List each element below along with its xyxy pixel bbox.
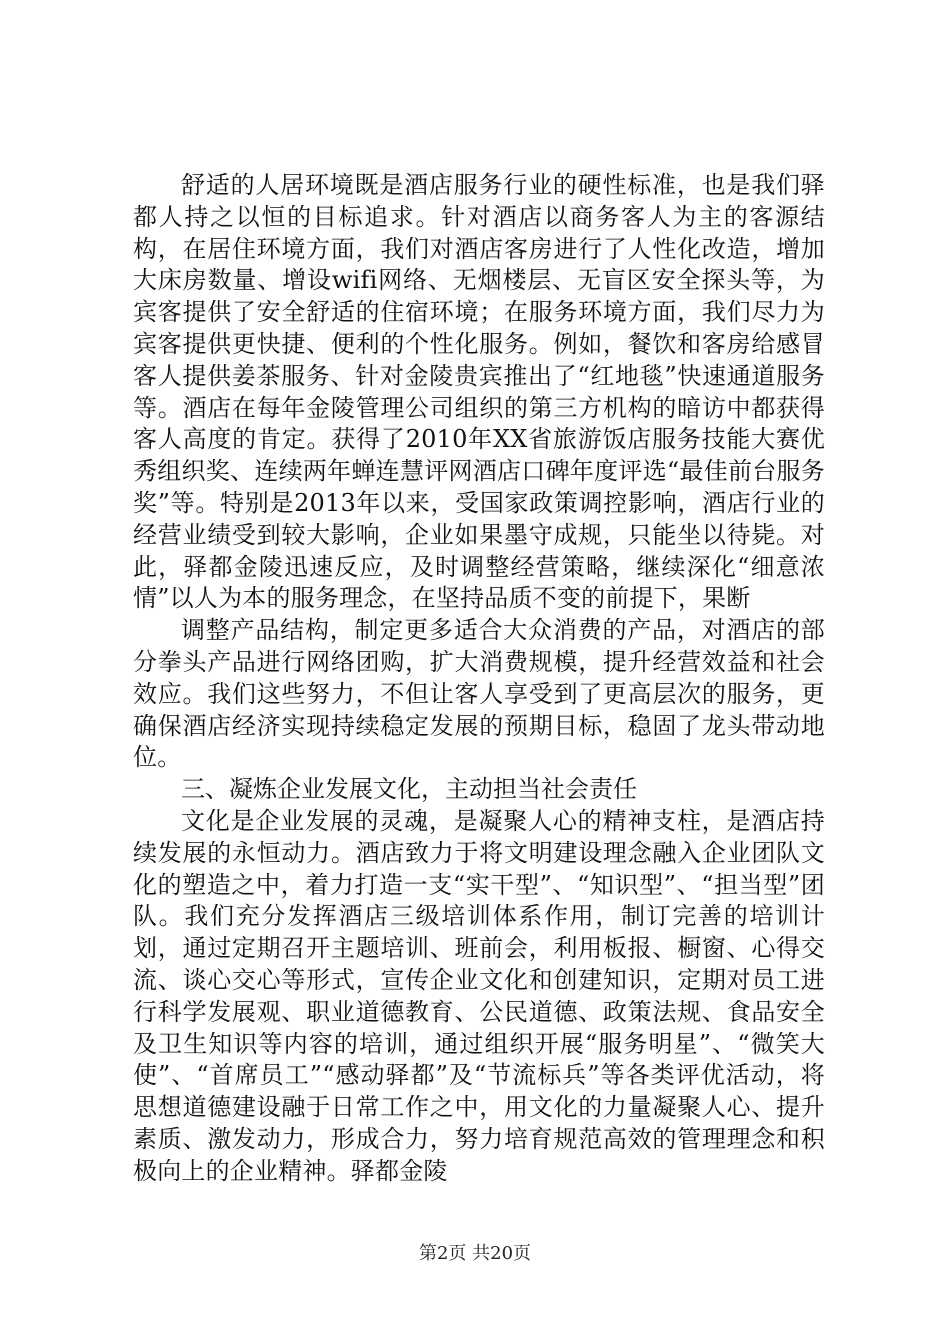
paragraph-product-adjustment: 调整产品结构，制定更多适合大众消费的产品，对酒店的部分拳头产品进行网络团购，扩大消费规模，提升经营效益和社会效应。我们这些努力，不但让客人享受到了更高层次的服务，更确保酒店经济实现持续稳定发展的预期目标，稳固了龙头带动地位。 [133, 616, 825, 772]
document-body [133, 170, 825, 1188]
page-number-footer: 第2页 共20页 [418, 1243, 532, 1264]
section-heading: 三、凝炼企业发展文化，主动担当社会责任 [181, 775, 637, 804]
paragraph-culture: 文化是企业发展的灵魂，是凝聚人心的精神支柱，是酒店持续发展的永恒动力。酒店致力于将文明建设理念融入企业团队文化的塑造之中，着力打造一支“实干型”、“知识型”、“担当型”团队。我们充分发挥酒店三级培训体系作用，制订完善的培训计划，通过定期召开主题培训、班前会，利用板报、橱窗、心得交流、谈心交心等形式，宣传企业文化和创建知识，定期对员工进行科学发展观、职业道德教育、公民道德、政策法规、食品安全及卫生知识等内容的培训，通过组织开展“服务明星”、“微笑大使”、“首席员工”“感动驿都”及“节流标兵”等各类评优活动，将思想道德建设融于日常工作之中，用文化的力量凝聚人心、提升素质、激发动力，形成合力，努力培育规范高效的管理理念和积极向上的企业精神。驿都金陵 [133, 806, 825, 1185]
paragraph-service-environment: 舒适的人居环境既是酒店服务行业的硬性标准，也是我们驿都人持之以恒的目标追求。针对酒店以商务客人为主的客源结构，在居住环境方面，我们对酒店客房进行了人性化改造，增加大床房数量、增设wifi网络、无烟楼层、无盲区安全探头等，为宾客提供了安全舒适的住宿环境；在服务环境方面，我们尽力为宾客提供更快捷、便利的个性化服务。例如，餐饮和客房给感冒客人提供姜茶服务、针对金陵贵宾推出了“红地毯”快速通道服务等。酒店在每年金陵管理公司组织的第三方机构的暗访中都获得客人高度的肯定。获得了2010年XX省旅游饭店服务技能大赛优秀组织奖、连续两年蝉连慧评网酒店口碑年度评选“最佳前台服务奖”等。特别是2013年以来，受国家政策调控影响，酒店行业的经营业绩受到较大影响，企业如果墨守成规，只能坐以待毙。对此，驿都金陵迅速反应，及时调整经营策略，继续深化“细意浓情”以人为本的服务理念，在坚持品质不变的前提下，果断 [133, 171, 825, 613]
